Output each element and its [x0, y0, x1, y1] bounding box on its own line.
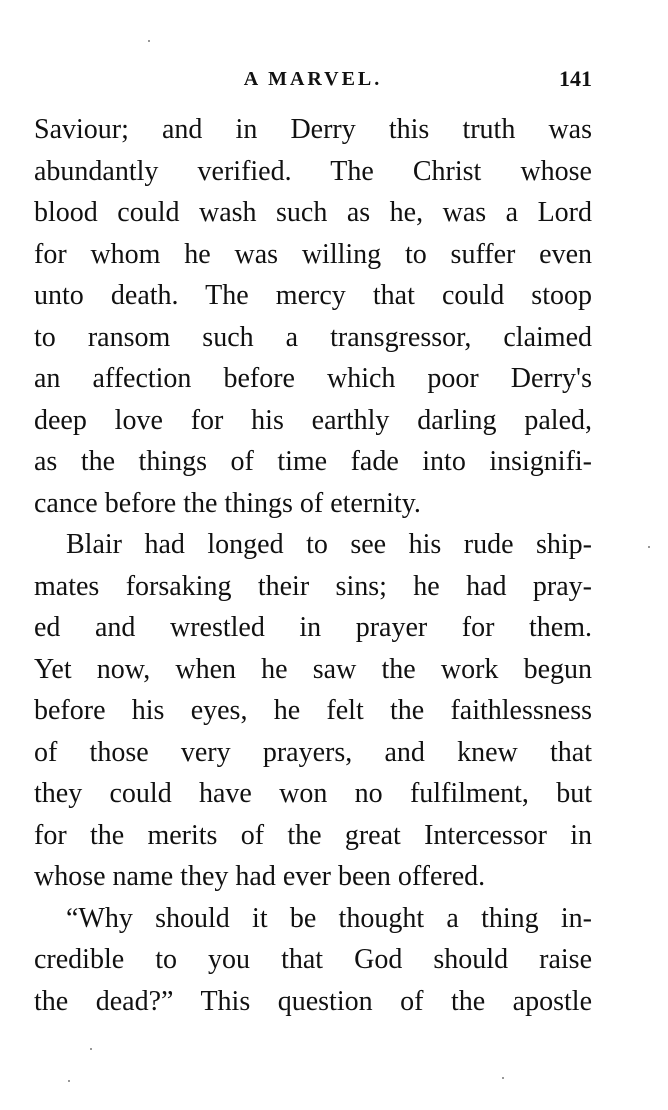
text-line: unto death. The mercy that could stoop — [34, 280, 592, 311]
text-line: for the merits of the great Intercessor in — [34, 819, 592, 851]
text-line: of those very prayers, and knew that — [34, 736, 592, 768]
text-line: they could have won no fulfilment, but — [34, 778, 592, 809]
text-line: ed and wrestled in prayer for them. — [34, 612, 592, 643]
text-line: “Why should it be thought a thing in- — [66, 902, 592, 934]
text-line: credible to you that God should raise — [34, 944, 592, 975]
running-title: A MARVEL. — [243, 68, 383, 90]
text-line: blood could wash such as he, was a Lord — [34, 197, 592, 228]
text-line: deep love for his earthly darling paled, — [34, 404, 592, 436]
text-line: to ransom such a transgressor, claimed — [34, 321, 592, 353]
text-line: cance before the things of eternity. — [34, 487, 421, 519]
running-head — [34, 64, 592, 94]
text-line: an affection before which poor Derry's — [34, 363, 592, 394]
text-line: for whom he was willing to suffer even — [34, 238, 592, 270]
text-line: Yet now, when he saw the work begun — [34, 653, 592, 685]
scan-speck — [148, 40, 150, 42]
scan-speck — [90, 1048, 92, 1050]
scan-speck — [68, 1080, 70, 1082]
text-line: Blair had longed to see his rude ship- — [66, 529, 592, 560]
scan-speck — [502, 1077, 504, 1079]
text-line: abundantly verified. The Christ whose — [34, 155, 592, 187]
scan-speck — [648, 546, 650, 548]
text-line: whose name they had ever been offered. — [34, 861, 486, 892]
text-line: mates forsaking their sins; he had pray- — [34, 570, 592, 602]
text-line: before his eyes, he felt the faithlessness — [34, 695, 592, 726]
body-text — [34, 109, 592, 1022]
page-number: 141 — [559, 66, 592, 91]
text-line: the dead?” This question of the apostle — [34, 985, 592, 1017]
text-line: as the things of time fade into insignifi- — [34, 446, 592, 477]
text-line: Saviour; and in Derry this truth was — [34, 114, 592, 145]
